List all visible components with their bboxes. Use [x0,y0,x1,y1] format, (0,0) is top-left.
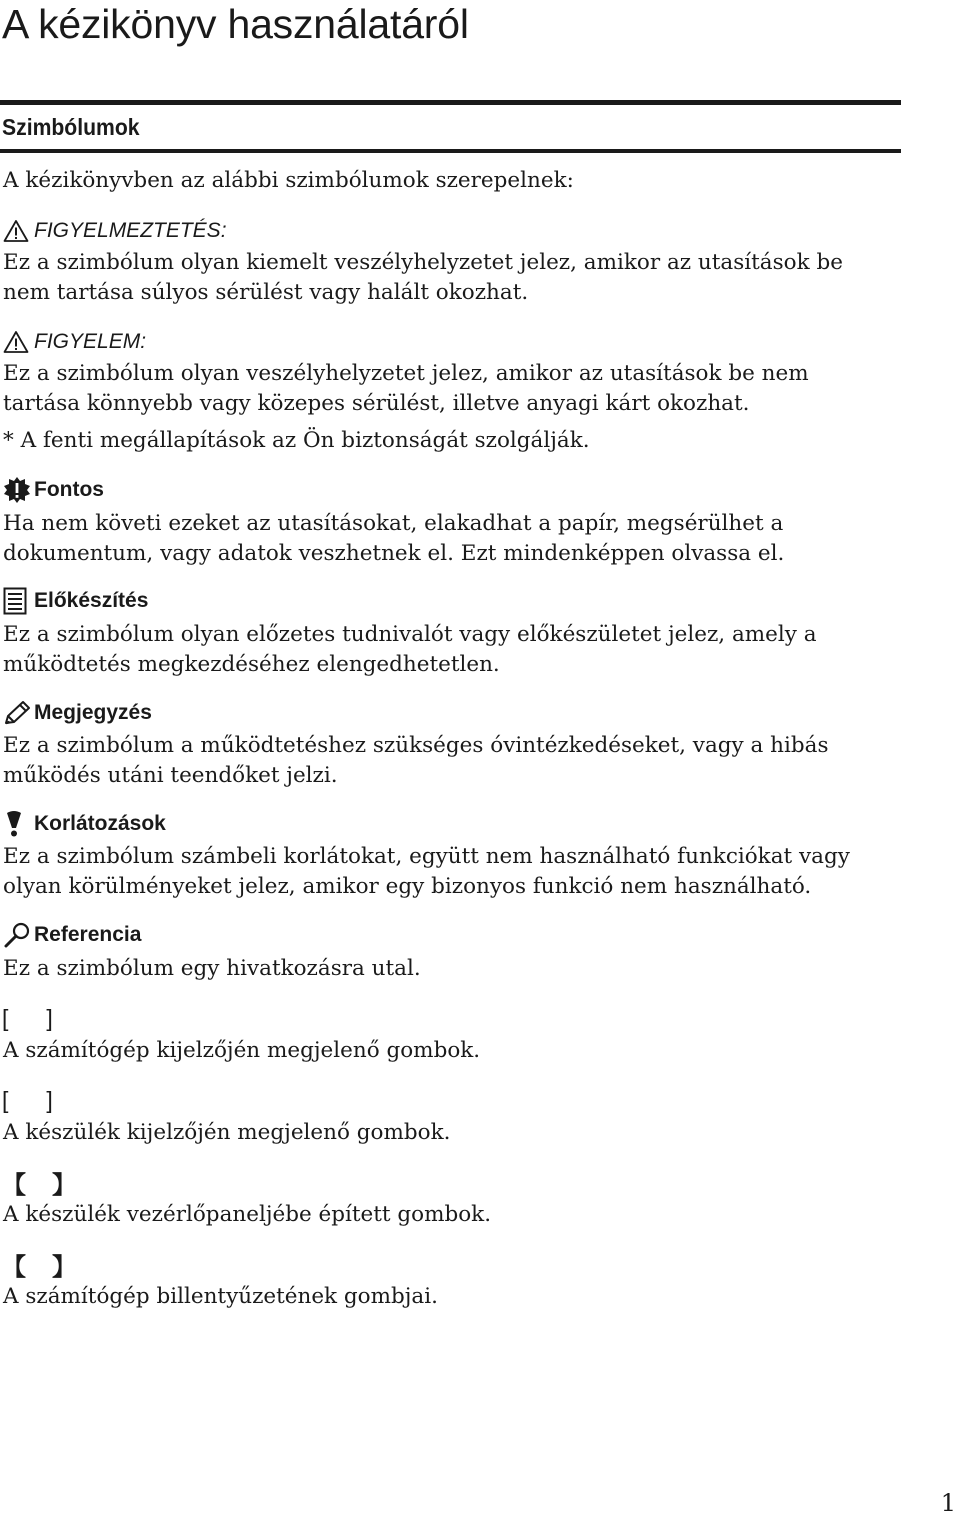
magnifier-icon [3,920,31,950]
warning-label-row [3,215,227,247]
important-label: Fontos [34,478,104,501]
bracket-description: A készülék vezérlőpaneljébe épített gombok. [3,1202,492,1227]
note-text-line: Ez a szimbólum a működtetéshez szükséges óvintézkedéseket, vagy a hibás [3,733,829,758]
limitation-label: Korlátozások [34,812,166,835]
important-exclamation-icon [3,475,31,505]
preparation-label: Előkészítés [34,589,149,612]
bracket-open: [ [2,1086,9,1113]
preparation-text-line: Ez a szimbólum olyan előzetes tudnivalót vagy előkészületet jelez, amely a [3,622,817,647]
bracket-open: [ [2,1004,9,1031]
reference-text-line: Ez a szimbólum egy hivatkozásra utal. [3,956,421,981]
limitation-exclamation-icon [3,809,31,839]
bracket-close: ] [46,1086,53,1113]
bracket-description: A számítógép kijelzőjén megjelenő gombok. [3,1038,481,1063]
bracket-symbol [2,1003,53,1033]
bracket-close: 】 [52,1171,76,1199]
warning-label: FIGYELMEZTETÉS: [34,219,227,242]
preparation-text-line: működtetés megkezdéséhez elengedhetetlen. [3,652,500,677]
bracket-open: 【 [2,1171,26,1199]
bracket-close: ] [46,1004,53,1031]
note-text-line: működés utáni teendőket jelzi. [3,763,338,788]
caution-label-row [3,326,146,358]
important-text-line: dokumentum, vagy adatok veszhetnek el. Ezt mindenképpen olvassa el. [3,541,785,566]
preparation-note-icon [3,586,31,616]
page-number: 1 [940,1489,956,1517]
limitation-label-row [3,808,166,840]
bracket-close: 】 [52,1253,76,1281]
caution-text-line: tartása könnyebb vagy közepes sérülést, illetve anyagi kárt okozhat. [3,391,750,416]
important-text-line: Ha nem követi ezeket az utasításokat, elakadhat a papír, megsérülhet a [3,511,784,536]
caution-triangle-icon [3,327,31,357]
bracket-description: A készülék kijelzőjén megjelenő gombok. [3,1120,451,1145]
limitation-text-line: Ez a szimbólum számbeli korlátokat, együtt nem használható funkciókat vagy [3,844,850,869]
note-label-row [3,697,152,729]
note-label: Megjegyzés [34,701,152,724]
warning-text-line: Ez a szimbólum olyan kiemelt veszélyhelyzetet jelez, amikor az utasítások be [3,250,843,275]
limitation-text-line: olyan körülményeket jelez, amikor egy bizonyos funkció nem használható. [3,874,812,899]
title-rule [0,100,901,105]
section-rule [0,149,901,153]
caution-label: FIGYELEM: [34,330,147,353]
important-label-row [3,474,104,506]
reference-label: Referencia [34,923,142,946]
pencil-note-icon [3,698,31,728]
page-title: A kézikönyv használatáról [2,1,469,47]
bracket-description: A számítógép billentyűzetének gombjai. [3,1284,438,1309]
warning-text-line: nem tartása súlyos sérülést vagy halált okozhat. [3,280,529,305]
warning-triangle-icon [3,216,31,246]
bracket-symbol [2,1085,53,1115]
bracket-symbol [2,1249,76,1279]
safety-footnote: * A fenti megállapítások az Ön biztonságát szolgálják. [3,428,590,453]
section-title: Szimbólumok [2,114,140,140]
reference-label-row [3,919,141,951]
preparation-label-row [3,585,148,617]
bracket-open: 【 [2,1253,26,1281]
caution-text-line: Ez a szimbólum olyan veszélyhelyzetet jelez, amikor az utasítások be nem [3,361,809,386]
intro-text: A kézikönyvben az alábbi szimbólumok szerepelnek: [3,168,574,193]
bracket-symbol [2,1167,76,1197]
